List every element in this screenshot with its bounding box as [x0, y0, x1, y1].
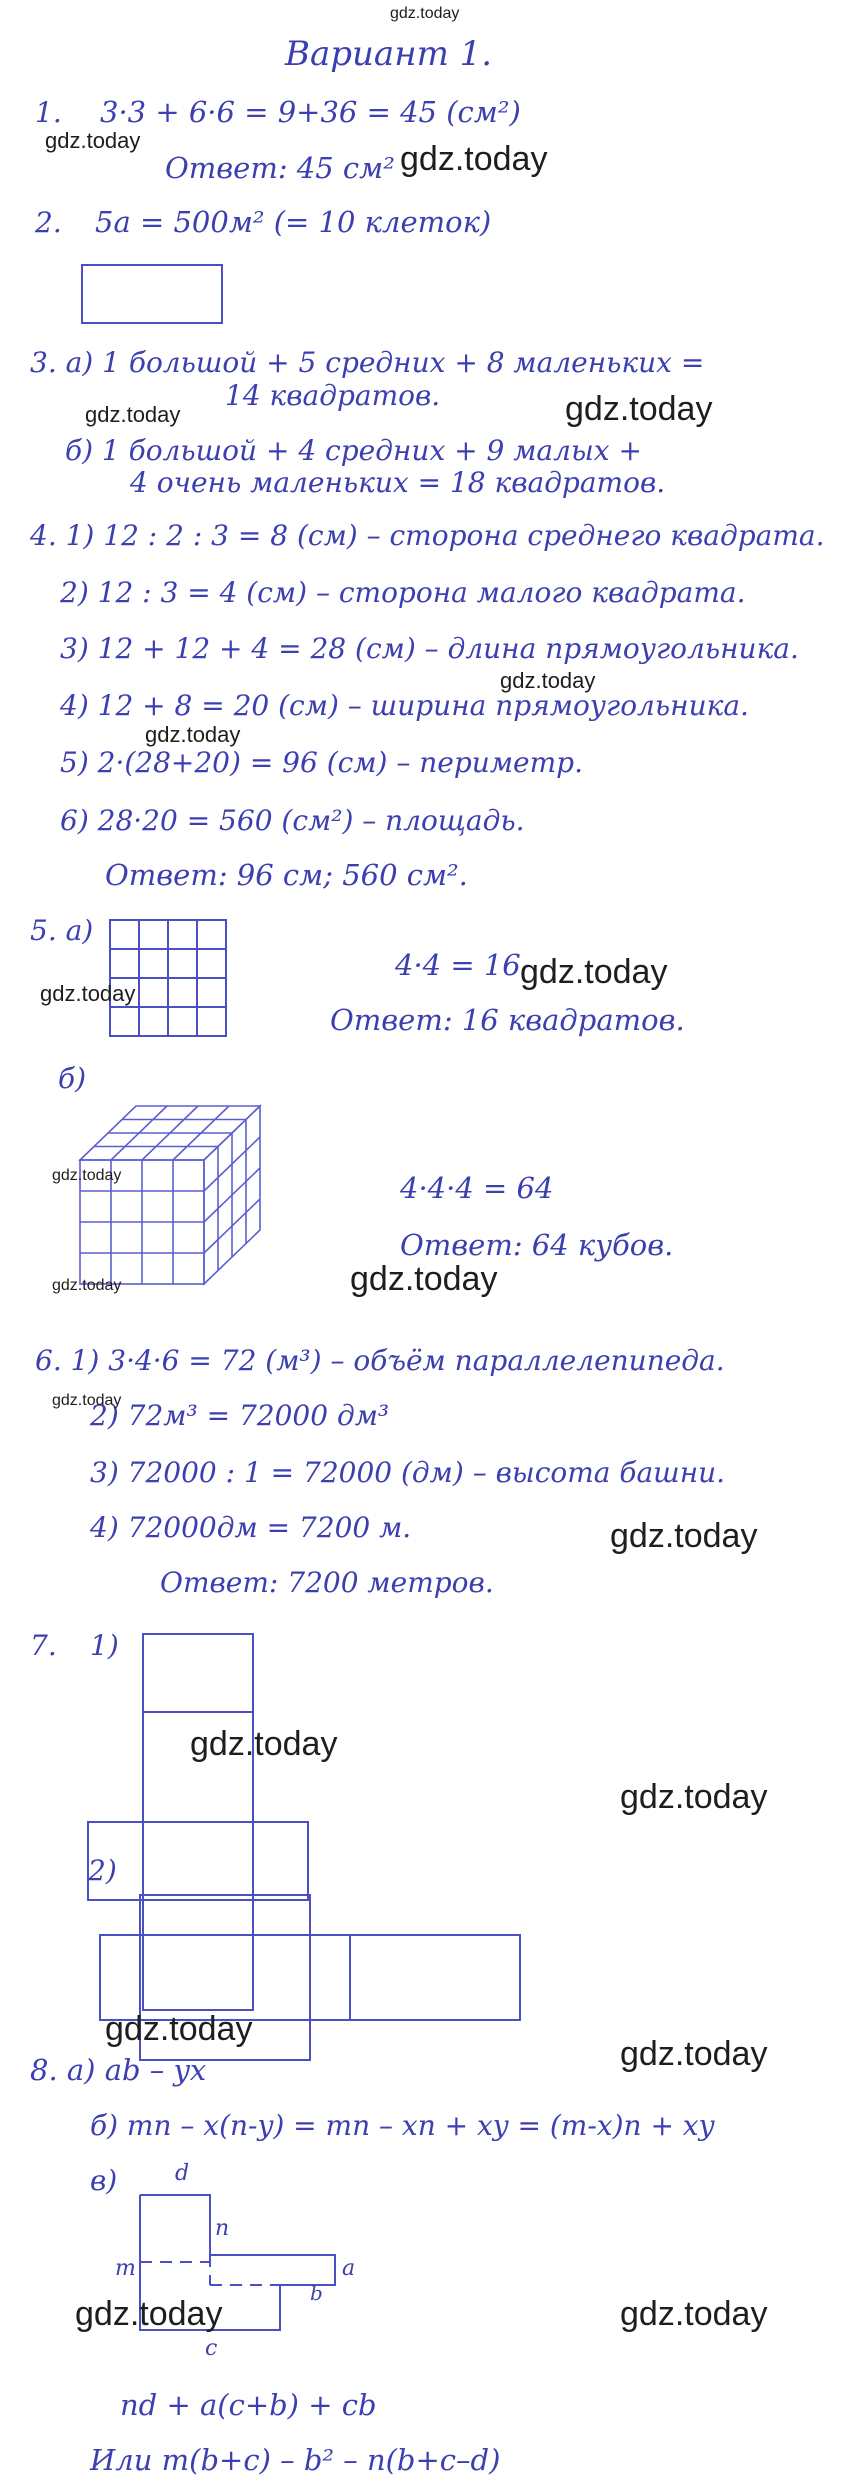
- task1-number: 1.: [35, 96, 62, 129]
- watermark: gdz.today: [500, 668, 596, 693]
- task4-answer: Ответ: 96 см; 560 см².: [105, 858, 468, 892]
- watermark: gdz.today: [190, 1725, 338, 1763]
- task6-step3: 3) 72000 : 1 = 72000 (дм) – высота башни.: [90, 1456, 726, 1489]
- variant-title: Вариант 1.: [285, 34, 493, 74]
- task4-step4: 4) 12 + 8 = 20 (см) – ширина прямоугольника.: [60, 689, 749, 722]
- task3a-line2: 14 квадратов.: [225, 379, 441, 412]
- task6-step4: 4) 72000дм = 7200 м.: [90, 1511, 412, 1544]
- watermark: gdz.today: [565, 390, 713, 428]
- watermark: gdz.today: [350, 1260, 498, 1298]
- task4-step2: 2) 12 : 3 = 4 (см) – сторона малого квадрата.: [60, 576, 746, 609]
- task1-answer: Ответ: 45 см²: [165, 151, 395, 185]
- watermark: gdz.today: [105, 2010, 253, 2048]
- watermark: gdz.today: [52, 1167, 122, 1184]
- fig-label-c: c: [205, 2336, 218, 2361]
- task4-step1: 4. 1) 12 : 2 : 3 = 8 (см) – сторона среднего квадрата.: [30, 519, 825, 552]
- watermark: gdz.today: [620, 2035, 768, 2073]
- fig-label-n: n: [215, 2216, 230, 2241]
- task5b-label: б): [58, 1062, 87, 1095]
- task2-number: 2.: [35, 206, 62, 239]
- task5a-label: 5. а): [30, 914, 94, 947]
- task5a-answer: Ответ: 16 квадратов.: [330, 1003, 685, 1037]
- watermark: gdz.today: [52, 1277, 122, 1294]
- watermark: gdz.today: [45, 128, 141, 153]
- task8-line-a: 8. а) ab – yx: [30, 2053, 207, 2087]
- task6-step2: 2) 72м³ = 72000 дм³: [90, 1399, 390, 1432]
- watermark: gdz.today: [620, 2295, 768, 2333]
- watermark-top: gdz.today: [390, 5, 460, 22]
- task3a-line1: 3. а) 1 большой + 5 средних + 8 маленьких =: [30, 346, 705, 379]
- task1-expression: 3·3 + 6·6 = 9+36 = 45 (см²): [100, 95, 521, 129]
- task7-part1-label: 1): [90, 1629, 119, 1662]
- watermark: gdz.today: [620, 1778, 768, 1816]
- watermark: gdz.today: [75, 2295, 223, 2333]
- watermark: gdz.today: [52, 1392, 122, 1409]
- task5a-grid-4x4: [110, 920, 226, 1036]
- watermark: gdz.today: [520, 953, 668, 991]
- task6-step1: 6. 1) 3·4·6 = 72 (м³) – объём параллелепипеда.: [35, 1344, 725, 1377]
- task5a-calc: 4·4 = 16: [395, 948, 521, 982]
- task5b-cube-4x4x4: [80, 1106, 260, 1284]
- watermark: gdz.today: [145, 722, 241, 747]
- watermark: gdz.today: [85, 402, 181, 427]
- task4-step6: 6) 28·20 = 560 (см²) – площадь.: [60, 804, 525, 837]
- task4-step5: 5) 2·(28+20) = 96 (см) – периметр.: [60, 746, 583, 779]
- task3b-line1: б) 1 большой + 4 средних + 9 малых +: [65, 434, 642, 467]
- watermark: gdz.today: [610, 1517, 758, 1555]
- task8-result-2: Или m(b+c) – b² – n(b+c–d): [90, 2443, 501, 2477]
- task7-number: 7.: [30, 1629, 57, 1662]
- task2-expression: 5а = 500м² (= 10 клеток): [95, 205, 492, 239]
- task8-line-b: б) mn – x(n-y) = mn – xn + xy = (m-x)n + xy: [90, 2109, 715, 2142]
- fig-label-b: b: [310, 2281, 323, 2305]
- task5b-answer: Ответ: 64 кубов.: [400, 1228, 674, 1262]
- task2-rectangle: [82, 265, 222, 323]
- task3b-line2: 4 очень маленьких = 18 квадратов.: [130, 466, 666, 499]
- task5b-calc: 4·4·4 = 64: [400, 1171, 554, 1205]
- task7-part2-label: 2): [88, 1854, 117, 1887]
- fig-label-a: a: [342, 2256, 356, 2281]
- task8-result-1: nd + a(c+b) + cb: [120, 2388, 377, 2422]
- fig-label-d: d: [175, 2161, 190, 2186]
- watermark: gdz.today: [40, 981, 136, 1006]
- fig-label-m: m: [115, 2256, 136, 2281]
- task8-label-c: в): [90, 2164, 118, 2197]
- task6-answer: Ответ: 7200 метров.: [160, 1566, 494, 1599]
- watermark: gdz.today: [400, 140, 548, 178]
- task4-step3: 3) 12 + 12 + 4 = 28 (см) – длина прямоугольника.: [60, 632, 799, 665]
- task7-net-1: [88, 1634, 308, 2010]
